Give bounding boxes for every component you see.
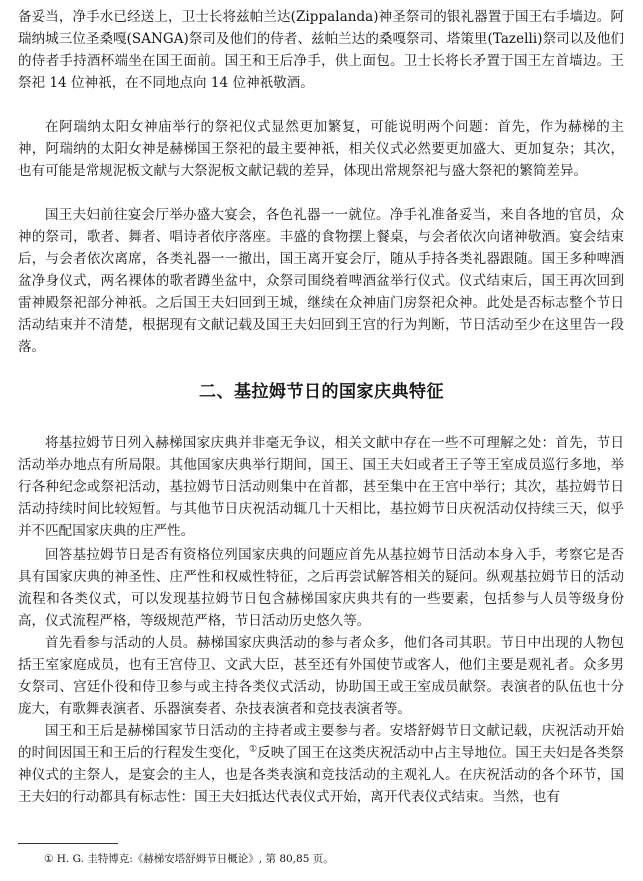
section-title: 二、基拉姆节日的国家庆典特征 (199, 382, 444, 402)
footnote-marker[interactable]: ① (249, 744, 258, 755)
paragraph-participants: 首先看参与活动的人员。赫梯国家庆典活动的参与者众多，他们各司其职。节日中出现的人物包括王室家庭成员，也有王宫侍卫、文武大臣，甚至还有外国使节或客人，他们主要是观礼者。众多男女祭司、宫廷仆役和侍卫参与或主持各类仪式活动，协助国王或王室成员献祭。表演者的队伍也十分庞大，有歌舞表演者、乐器演奏者、杂技表演者和竞技表演者等。 (18, 635, 624, 717)
paragraph-ritual-continuation: 备妥当，净手水已经送上，卫士长将兹帕兰达(Zippalanda)神圣祭司的银礼器置于国王右手墙边。阿瑞纳城三位圣桑嘎(SANGA)祭司及他们的侍者、兹帕兰达的桑嘎祭司、塔策里(Tazelli)祭司以及他们的侍者手持酒杯端坐在国王面前。国王和王后净手，供上面包。卫士长将长矛置于国王左首墙边。王祭祀 14 位神祇，在不同地点向 14 位神祇敬酒。 (18, 9, 624, 91)
paragraph-controversy: 将基拉姆节日列入赫梯国家庆典并非毫无争议，相关文献中存在一些不可理解之处：首先，节日活动举办地点有所局限。其他国家庆典举行期间，国王、国王夫妇或者王子等王室成员巡行多地，举行各种纪念或祭祀活动，基拉姆节日活动则集中在首都，甚至集中在王宫中举行；其次，基拉姆节日活动持续时间比较短暂。与其他节日庆祝活动辄几十天相比，基拉姆节日庆祝活动仅持续三天，似乎并不匹配国家庆典的庄严性。 (18, 435, 624, 539)
paragraph-king-queen (18, 720, 624, 808)
paragraph-king-queen-part2: 反映了国王在这类庆祝活动中占主导地位。国王夫妇是各类祭神仪式的主祭人，是宴会的主人，也是各类表演和竞技活动的主观礼人。在庆祝活动的各个环节，国王夫妇的行动都具有标志性：国王夫妇抵达代表仪式开始，离开代表仪式结束。当然，也有 (18, 745, 624, 805)
paragraph-banquet: 国王夫妇前往宴会厅举办盛大宴会，各色礼器一一就位。净手礼准备妥当，来自各地的官员，众神的祭司，歌者、舞者、唱诗者依序落座。丰盛的食物摆上餐桌，与会者依次向诸神敬酒。宴会结束后，与会者依次离席，各类礼器一一撤出，国王离开宴会厅，随从手持各类礼器跟随。国王多种啤酒盆净身仪式，两名裸体的歌者蹲坐盆中，众祭司围绕着啤酒盆举行仪式。仪式结束后，国王再次回到雷神殿祭祀部分神祇。之后国王夫妇回到王城，继续在众神庙门房祭祀众神。此处是否标志整个节日活动结束并不清楚，根据现有文献记载及国王夫妇回到王宫的行为判断，节日活动至少在这里告一段落。 (18, 207, 624, 355)
footnote-text: ① H. G. 圭特博克:《赫梯安塔舒姆节日概论》, 第 80,85 页。 (44, 853, 334, 865)
paragraph-sun-goddess: 在阿瑞纳太阳女神庙举行的祭祀仪式显然更加繁复，可能说明两个问题：首先，作为赫梯的主神，阿瑞纳的太阳女神是赫梯国王祭祀的最主要神祇，相关仪式必然要更加盛大、更加复杂；其次，也有可能是常规泥板文献与大祭泥板文献记载的差异，体现出常规祭祀与盛大祭祀的繁简差异。 (18, 119, 624, 179)
paragraph-king-queen-part1: 国王和王后是赫梯国家节日活动的主持者或主要参与者。安塔舒姆节日文献记载，庆祝活动开始的时间因国王和王后的行程发生变化， (18, 723, 624, 761)
paragraph-qualification: 回答基拉姆节日是否有资格位列国家庆典的问题应首先从基拉姆节日活动本身入手，考察它是否具有国家庆典的神圣性、庄严性和权威性特征，之后再尝试解答相关的疑问。纵观基拉姆节日的活动流程和各类仪式，可以发现基拉姆节日包含赫梯国家庆典共有的一些要素，包括参与人员等级身份高，仪式流程严格，等级规范严格，节日活动历史悠久等。 (18, 547, 624, 629)
footnote-divider (18, 843, 118, 844)
